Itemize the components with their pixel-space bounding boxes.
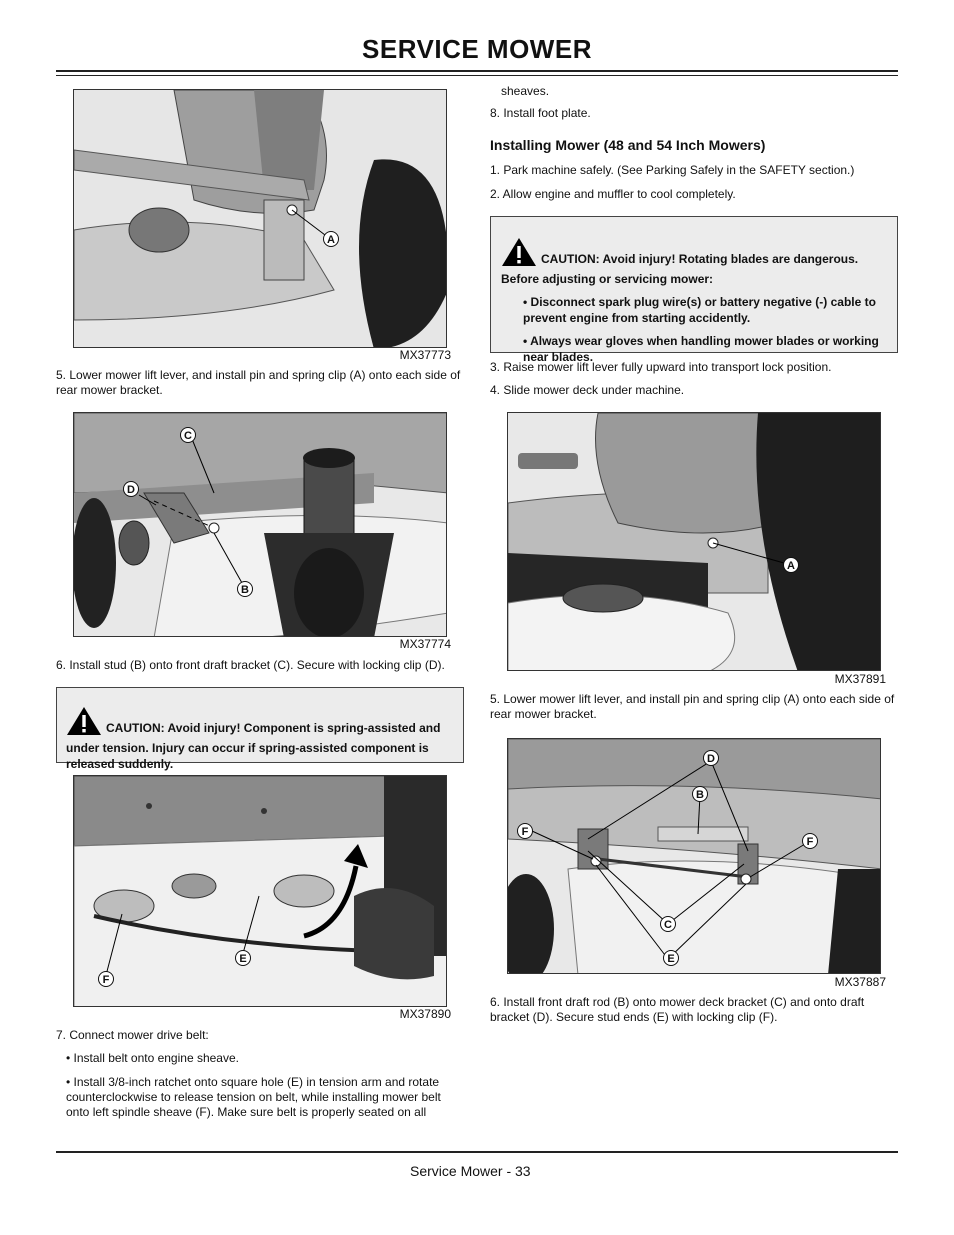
step-text: 7. Connect mower drive belt: xyxy=(56,1028,209,1042)
header-rule xyxy=(56,70,898,72)
bullet-text: • Install belt onto engine sheave. xyxy=(66,1051,239,1065)
warning-triangle-icon xyxy=(66,706,102,740)
callout-a: A xyxy=(783,557,799,573)
caution-box xyxy=(490,216,898,364)
caution-bullet: • Always wear gloves when handling mower blades or working near blades. xyxy=(523,334,879,364)
step-text: 6. Install stud (B) onto front draft bracket (C). Secure with locking clip (D). xyxy=(56,658,445,672)
callout-c: C xyxy=(180,427,196,443)
caution-line: Before adjusting or servicing mower: xyxy=(501,272,714,286)
continued-text: sheaves. xyxy=(501,84,550,98)
figure-mx37891 xyxy=(507,412,881,671)
caution-bullet: • Disconnect spark plug wire(s) or battery negative (-) cable to prevent engine from starting accidently. xyxy=(523,295,876,325)
callout-e: E xyxy=(235,950,251,966)
warning-triangle-icon xyxy=(501,237,537,271)
step-text: 4. Slide mower deck under machine. xyxy=(490,383,685,397)
section-heading: Installing Mower (48 and 54 Inch Mowers) xyxy=(490,137,766,153)
callout-c: C xyxy=(660,916,676,932)
step-text: 3. Raise mower lift lever fully upward into transport lock position. xyxy=(490,360,832,374)
step-text: 2. Allow engine and muffler to cool completely. xyxy=(490,187,736,201)
caution-body: under tension. Injury can occur if spring-assisted component is released suddenly. xyxy=(66,741,429,771)
figure-mx37773 xyxy=(73,89,447,348)
page-title: SERVICE MOWER xyxy=(362,34,592,64)
callout-b: B xyxy=(237,581,253,597)
callout-f: F xyxy=(802,833,818,849)
callout-f: F xyxy=(517,823,533,839)
callout-a: A xyxy=(323,231,339,247)
caution-box xyxy=(56,687,464,771)
callout-d: D xyxy=(703,750,719,766)
callout-e: E xyxy=(663,950,679,966)
callout-d: D xyxy=(123,481,139,497)
page-footer: Service Mower - 33 xyxy=(410,1163,531,1179)
figure-mx37887 xyxy=(507,738,881,974)
figure-code: MX37773 xyxy=(399,348,451,362)
step-text: 5. Lower mower lift lever, and install pin and spring clip (A) onto each side of rear mower bracket. xyxy=(490,692,895,721)
footer-rule xyxy=(56,1151,898,1153)
figure-code: MX37890 xyxy=(399,1007,451,1021)
figure-code: MX37887 xyxy=(834,975,886,989)
step-text: 1. Park machine safely. (See Parking Safely in the SAFETY section.) xyxy=(490,163,855,177)
step-text: 5. Lower mower lift lever, and install pin and spring clip (A) onto each side of rear mower bracket. xyxy=(56,368,461,397)
step-text: 8. Install foot plate. xyxy=(490,106,591,120)
step-text: 6. Install front draft rod (B) onto mower deck bracket (C) and onto draft bracket (D). Secure stud ends (E) with locking clip (F). xyxy=(490,995,865,1024)
bullet-text: • Install 3/8-inch ratchet onto square hole (E) in tension arm and rotate counterclockwise to release tension on belt, while installing mower belt onto left spindle sheave (F). Make sure belt is properly seated on all xyxy=(66,1075,441,1119)
figure-code: MX37891 xyxy=(834,672,886,686)
caution-lead: CAUTION: Avoid injury! Rotating blades are dangerous. xyxy=(541,252,859,266)
callout-b: B xyxy=(692,786,708,802)
figure-mx37774 xyxy=(73,412,447,637)
caution-lead: CAUTION: Avoid injury! Component is spring-assisted and xyxy=(106,721,441,735)
figure-mx37890 xyxy=(73,775,447,1007)
header-rule-thin xyxy=(56,75,898,76)
callout-f: F xyxy=(98,971,114,987)
figure-code: MX37774 xyxy=(399,637,451,651)
